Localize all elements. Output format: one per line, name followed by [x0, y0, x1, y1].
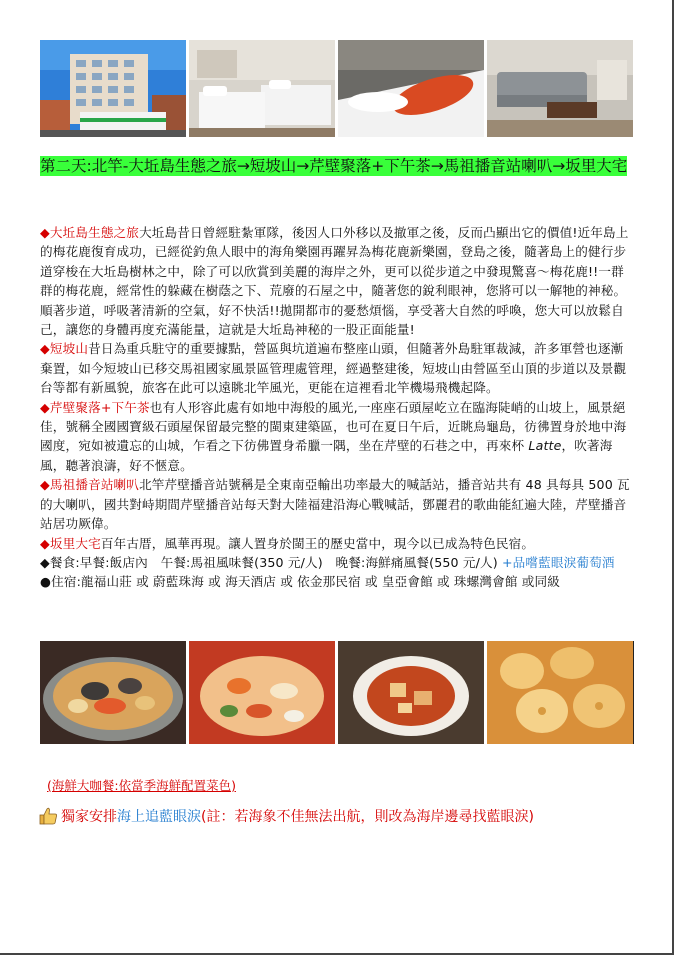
section-banli-mansion: ◆坂里大宅百年古厝，風華再現。讓人置身於閩王的歷史當中，現今以已成為特色民宿。: [40, 535, 535, 551]
itinerary-description: [40, 223, 634, 592]
section-text: 大坵島昔日曾經駐紮軍隊，後因人口外移以及撤軍之後，反而凸顯出它的價值!近年島上的梅花鹿復育成功，已經從釣魚人眼中的海角樂園再躍昇為梅花鹿新樂園，登島之後，隨著島上的健行步道穿梭在大坵島樹林之中，除了可以欣賞到美麗的海岸之外，更可以從步道之中發現驚喜～梅花鹿!!一群群的梅花鹿，經常性的躲藏在樹蔭之下、荒廢的石屋之中，隨著您的銳利眼神，您將可以一解牠的神秘。順著步道，呼吸著清新的空氣，好不快活!!拋開都市的憂愁煩惱，享受著大自然的呼喚，您大可以放鬆自己，讓您的身體再度充滿能量，這就是大坵島神秘的一股正面能量!: [40, 225, 629, 338]
food-photo-strip: [40, 641, 634, 744]
section-text: ，吹著海風，聽著浪濤，好不愜意。: [40, 438, 613, 473]
seafood-platter-photo: [40, 641, 186, 744]
thumbs-up-icon: [38, 806, 58, 826]
exclusive-prefix: 獨家安排: [61, 809, 117, 825]
lodging-text: ●住宿:龍福山莊 或 蔚藍珠海 或 海天酒店 或 依金那民宿 或 皇亞會館 或 珠螺灣會館 或同級: [40, 574, 560, 590]
section-title: 坂里大宅: [49, 535, 101, 551]
wine-highlight: +品嚐藍眼淚葡萄酒: [501, 554, 615, 570]
section-daqiu: ◆大坵島生態之旅大坵島昔日曾經駐紮軍隊，後因人口外移以及撤軍之後，反而凸顯出它的價值!近年島上的梅花鹿復育成功，已經從釣魚人眼中的海角樂園再躍昇為梅花鹿新樂園，登島之後，隨著島上的健行步道穿梭在大坵島樹林之中，除了可以欣賞到美麗的海岸之外，更可以從步道之中發現驚喜～梅花鹿!!一群群的梅花鹿，經常性的躲藏在樹蔭之下、荒廢的石屋之中，隨著您的銳利眼神，您將可以一解牠的神秘。順著步道，呼吸著清新的空氣，好不快活!!拋開都市的憂愁煩惱，享受著大自然的呼喚，您大可以放鬆自己，讓您的身體再度充滿能量，這就是大坵島神秘的一股正面能量!: [40, 225, 629, 338]
lodging-line: [40, 572, 634, 591]
meals-line: [40, 553, 634, 572]
section-qinbi: ◆芹壁聚落+下午茶也有人形容此處有如地中海般的風光,一座座石頭屋屹立在臨海陡峭的山坡上，風景絕佳，號稱全國國寶級石頭屋保留最完整的閩東建築區，也可在夏日午后，近眺烏龜島，彷彿置身於地中海國度，宛如被遺忘的山城，乍看之下彷佛置身希臘一隅，坐在芹壁的石巷之中，再來杯 Latte，吹著海風，聽著浪濤，好不愜意。: [40, 399, 627, 473]
pastry-photo: [487, 641, 633, 744]
seafood-hotpot-photo: [189, 641, 335, 744]
section-title: 芹壁聚落+下午茶: [49, 399, 150, 415]
living-room-sofa-photo: [487, 40, 633, 137]
section-text: 昔日為重兵駐守的重要據點，營區與坑道遍布整座山頭，但隨著外島駐軍裁減，許多軍營也逐漸棄置，如今短坡山已移交馬祖國家風景區管理處管理，經過整建後，短坡山由營區至山頂的步道以及景觀台等都有新風貌，旅客在此可以遠眺北竿風光，更能在這裡看北竿機場飛機起降。: [40, 341, 627, 396]
braised-dish-photo: [338, 641, 484, 744]
blue-tears-boat-tour: 海上追藍眼淚: [117, 809, 201, 825]
section-broadcast-station: ◆馬祖播音站喇叭北竿芹壁播音站號稱是全東南亞輸出功率最大的喊話站，播音站共有 48 具每具 500 瓦的大喇叭，國共對峙期間芹壁播音站每天對大陸福建沿海心戰喊話，鄧麗君的歌曲能紅遍大陸，芹壁播音站居功厥偉。: [40, 477, 630, 532]
section-title: 短坡山: [49, 341, 89, 357]
hotel-photo-strip: [40, 40, 633, 137]
section-title: 大坵島生態之旅: [49, 225, 140, 240]
day-title-text: 第二天:北竿-大坵島生態之旅→短坡山→芹壁聚落+下午茶→馬祖播音站喇叭→坂里大宅: [40, 157, 628, 175]
section-duanposhan: ◆短坡山昔日為重兵駐守的重要據點，營區與坑道遍布整座山頭，但隨著外島駐軍裁減，許多軍營也逐漸棄置，如今短坡山已移交馬祖國家風景區管理處管理，經過整建後，短坡山由營區至山頂的步道以及景觀台等都有新風貌，旅客在此可以遠眺北竿風光，更能在這裡看北竿機場飛機起降。: [40, 341, 627, 396]
hotel-exterior-photo: [40, 40, 186, 137]
exclusive-remark: (註：若海象不佳無法出航，則改為海岸邊尋找藍眼淚): [201, 809, 534, 825]
twin-bed-room-photo: [189, 40, 335, 137]
day-title: [40, 147, 636, 185]
meals-text: ◆餐食:早餐:飯店內 午餐:馬祖風味餐(350 元/人) 晚餐:海鮮痛風餐(550 元/人): [40, 554, 502, 570]
section-title: 馬祖播音站喇叭: [49, 477, 140, 493]
seafood-note: (海鮮大咖餐:依當季海鮮配置菜色): [47, 778, 236, 793]
bed-pillow-photo: [338, 40, 484, 137]
exclusive-activity-note: [38, 806, 534, 826]
section-text: 北竿芹壁播音站號稱是全東南亞輸出功率最大的喊話站，播音站共有 48 具每具 500 瓦的大喇叭，國共對峙期間芹壁播音站每天對大陸福建沿海心戰喊話，鄧麗君的歌曲能紅遍大陸，芹壁播音站居功厥偉。: [40, 477, 630, 532]
section-text: 百年古厝，風華再現。讓人置身於閩王的歷史當中，現今以已成為特色民宿。: [100, 535, 535, 551]
latte-word: Latte: [528, 438, 562, 454]
section-text: 也有人形容此處有如地中海般的風光,一座座石頭屋屹立在臨海陡峭的山坡上，風景絕佳，號稱全國國寶級石頭屋保留最完整的閩東建築區，也可在夏日午后，近眺烏龜島，彷彿置身於地中海國度，宛如被遺忘的山城，乍看之下彷佛置身希臘一隅，坐在芹壁的石巷之中，再來杯: [40, 399, 627, 454]
